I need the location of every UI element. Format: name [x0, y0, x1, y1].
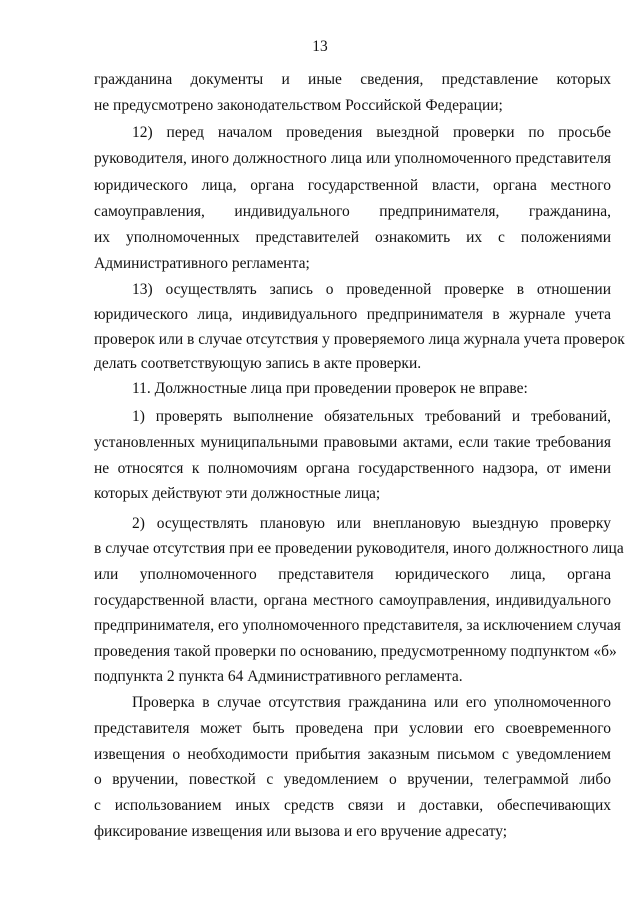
text-line: 2) осуществлять плановую или внеплановую выездную проверку: [132, 515, 611, 532]
text-line: 12) перед началом проведения выездной проверки по просьбе: [132, 124, 611, 141]
text-line: государственной власти, органа местного самоуправления, индивидуального: [94, 592, 611, 609]
text-line: их уполномоченных представителей ознакомить их с положениями: [94, 229, 611, 246]
text-line: самоуправления, индивидуального предпринимателя, гражданина,: [94, 203, 611, 220]
text-line: которых действуют эти должностные лица;: [94, 485, 381, 502]
text-line: 1) проверять выполнение обязательных требований и требований,: [132, 408, 611, 425]
text-line: извещения о необходимости прибытия заказным письмом с уведомлением: [94, 746, 611, 763]
text-line: предпринимателя, его уполномоченного представителя, за исключением случая: [94, 617, 621, 634]
text-line: не предусмотрено законодательством Российской Федерации;: [94, 97, 503, 114]
text-line: делать соответствующую запись в акте проверки.: [94, 355, 422, 372]
text-line: руководителя, иного должностного лица или уполномоченного представителя: [94, 150, 611, 167]
text-line: Проверка в случае отсутствия гражданина или его уполномоченного: [132, 694, 611, 711]
text-line: юридического лица, органа государственной власти, органа местного: [94, 177, 611, 194]
text-line: фиксирование извещения или вызова и его вручение адресату;: [94, 823, 508, 840]
text-line: проверок или в случае отсутствия у проверяемого лица журнала учета проверок: [94, 331, 625, 348]
text-line: юридического лица, индивидуального предпринимателя в журнале учета: [94, 306, 611, 323]
text-line: или уполномоченного представителя юридического лица, органа: [94, 566, 611, 583]
text-line: установленных муниципальными правовыми актами, если такие требования: [94, 434, 611, 451]
text-line: подпункта 2 пункта 64 Административного регламента.: [94, 668, 463, 685]
text-line: гражданина документы и иные сведения, представление которых: [94, 71, 611, 88]
text-line: проведения такой проверки по основанию, предусмотренному подпунктом «б»: [94, 643, 617, 660]
text-line: представителя может быть проведена при условии его своевременного: [94, 720, 611, 737]
page-number: 13: [312, 38, 328, 55]
text-line: о вручении, повесткой с уведомлением о вручении, телеграммой либо: [94, 771, 611, 788]
text-line: 13) осуществлять запись о проведенной проверке в отношении: [132, 281, 611, 298]
text-line: 11. Должностные лица при проведении проверок не вправе:: [132, 380, 528, 397]
text-line: Административного регламента;: [94, 255, 310, 272]
text-line: в случае отсутствия при ее проведении руководителя, иного должностного лица: [94, 540, 624, 557]
text-line: с использованием иных средств связи и доставки, обеспечивающих: [94, 797, 611, 814]
text-line: не относятся к полномочиям органа государственного надзора, от имени: [94, 460, 611, 477]
